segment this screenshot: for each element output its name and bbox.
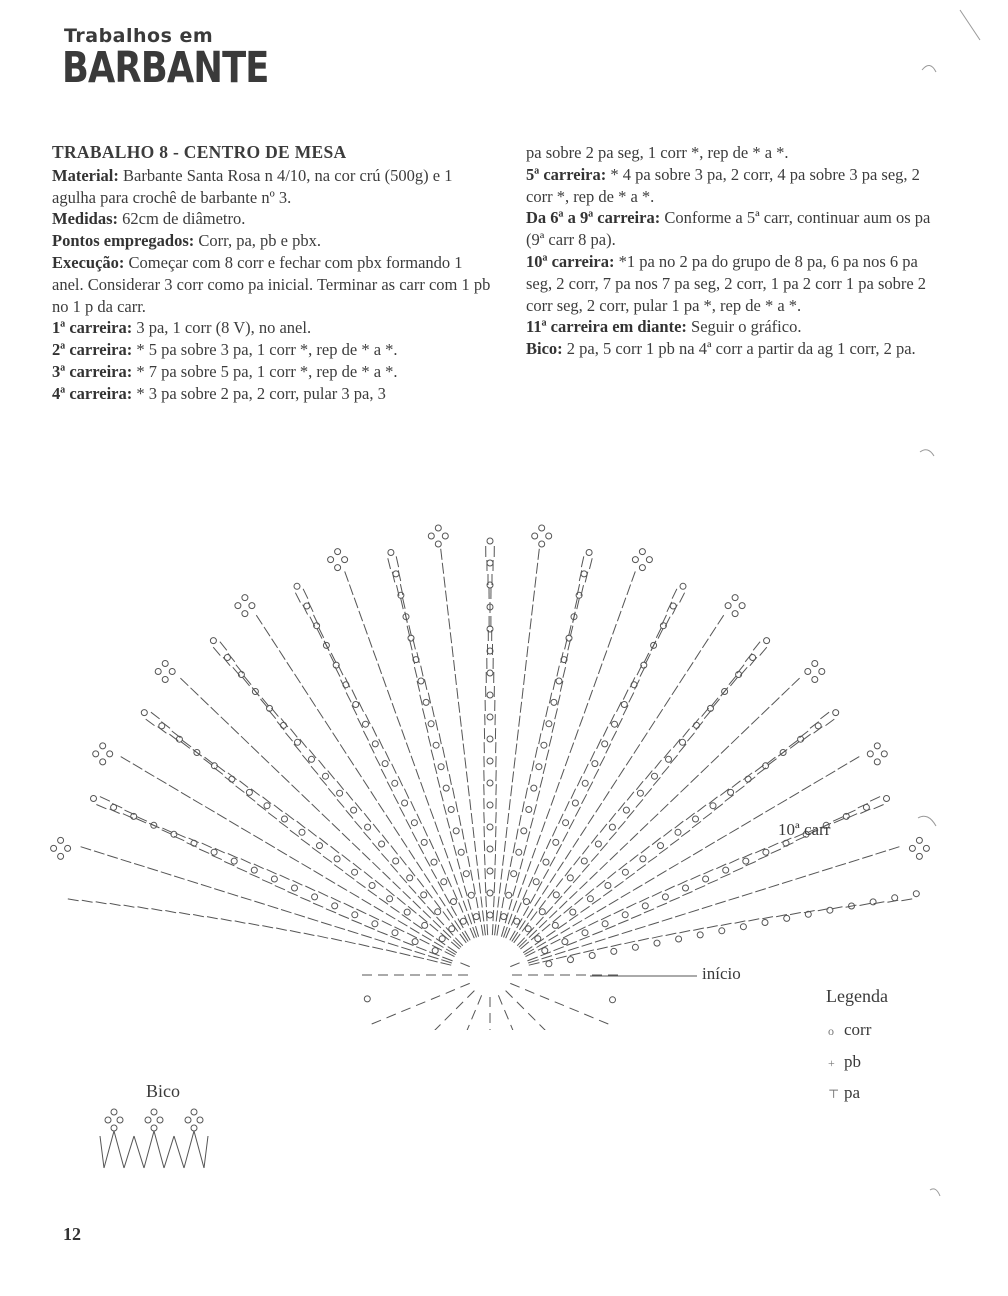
row4-text: * 3 pa sobre 2 pa, 2 corr, pular 3 pa, 3: [132, 383, 386, 403]
medidas-text: 62cm de diâmetro.: [118, 209, 246, 229]
material-paragraph: [52, 165, 492, 209]
scan-edge-marks: [900, 0, 1008, 1296]
brand-subtitle: Trabalhos em: [64, 25, 214, 47]
row5-text: * 4 pa sobre 3 pa, 2 corr, 4 pa sobre 3 pa seg, 2 corr *, rep de * a *.: [526, 164, 920, 206]
row4-paragraph: [52, 383, 492, 405]
row11-text: Seguir o gráfico.: [686, 317, 802, 337]
pontos-text: Corr, pa, pb e pbx.: [194, 231, 321, 251]
row4-continuation: pa sobre 2 pa seg, 1 corr *, rep de * a *.: [526, 143, 789, 162]
legend-item-corr: [828, 1020, 871, 1040]
material-text: Barbante Santa Rosa n 4/10, na cor crú (500g) e 1 agulha para crochê de barbante nº 3.: [52, 165, 453, 207]
legend-item-pa: [828, 1083, 860, 1103]
bico-label: Bico:: [526, 339, 563, 359]
row3-text: * 7 pa sobre 5 pa, 1 corr *, rep de * a *.: [132, 361, 398, 381]
legend-title: Legenda: [826, 986, 888, 1006]
execucao-paragraph: [52, 252, 492, 317]
brand-title: BARBANTE: [62, 43, 269, 93]
row1-text: 3 pa, 1 corr (8 V), no anel.: [132, 318, 312, 338]
medidas-label: Medidas:: [52, 209, 118, 229]
row6-9-paragraph: [526, 207, 946, 251]
row5-paragraph: [526, 164, 946, 208]
row3-label: 3ª carreira:: [52, 361, 133, 381]
start-chart-label: início: [702, 964, 741, 983]
double-crochet-symbol-icon: ⊤: [828, 1087, 840, 1101]
legend-label-corr: corr: [844, 1020, 872, 1039]
row6-9-label: Da 6ª a 9ª carreira:: [526, 208, 661, 228]
row5-label: 5ª carreira:: [526, 164, 607, 184]
material-label: Material:: [52, 165, 119, 185]
chart-symbols: [51, 525, 930, 1030]
project-title: TRABALHO 8 - CENTRO DE MESA: [52, 142, 347, 162]
legend-label-pa: pa: [844, 1083, 861, 1102]
row1-label: 1ª carreira:: [52, 318, 133, 338]
row11-paragraph: [526, 316, 946, 338]
bico-diagram: [96, 1106, 226, 1176]
row10-chart-label: 10ª carr: [778, 820, 831, 839]
pontos-label: Pontos empregados:: [52, 231, 195, 251]
execucao-text: Começar com 8 corr e fechar com pbx formando 1 anel. Considerar 3 corr como pa inicial. Terminar as carr com 1 pb no 1 p da carr.: [52, 252, 491, 316]
medidas-paragraph: [52, 208, 492, 230]
chain-symbol-icon: o: [828, 1024, 834, 1038]
bico-title: Bico: [146, 1081, 180, 1101]
single-crochet-symbol-icon: +: [828, 1056, 835, 1070]
row6-9-text: Conforme a 5ª carr, continuar aum os pa (9ª carr 8 pa).: [526, 208, 931, 250]
row3-paragraph: [52, 361, 492, 383]
legend-item-pb: [828, 1052, 861, 1072]
row10-label: 10ª carreira:: [526, 251, 615, 271]
row1-paragraph: [52, 317, 492, 339]
row2-label: 2ª carreira:: [52, 340, 133, 360]
instructions-right-column: [526, 142, 946, 360]
row2-text: * 5 pa sobre 3 pa, 1 corr *, rep de * a *.: [132, 340, 398, 360]
legend-label-pb: pb: [844, 1052, 861, 1071]
row10-paragraph: [526, 251, 946, 316]
magazine-brand: [62, 25, 314, 93]
row4-label: 4ª carreira:: [52, 383, 133, 403]
pontos-paragraph: [52, 230, 492, 252]
instructions-left-column: [52, 142, 492, 405]
row11-label: 11ª carreira em diante:: [526, 317, 687, 337]
execucao-label: Execução:: [52, 252, 125, 272]
row2-paragraph: [52, 339, 492, 361]
page-number: 12: [63, 1224, 81, 1244]
row10-text: *1 pa no 2 pa do grupo de 8 pa, 6 pa nos 6 pa seg, 2 corr, 7 pa nos 7 pa seg, 2 corr, 1 pa 2 corr 1 pa sobre 2 corr seg, 2 corr, pular 1 pa *, rep de * a *.: [526, 251, 927, 315]
bico-paragraph: [526, 338, 946, 360]
crochet-chart: [0, 430, 1008, 1030]
bico-text: 2 pa, 5 corr 1 pb na 4ª corr a partir da ag 1 corr, 2 pa.: [562, 339, 916, 359]
